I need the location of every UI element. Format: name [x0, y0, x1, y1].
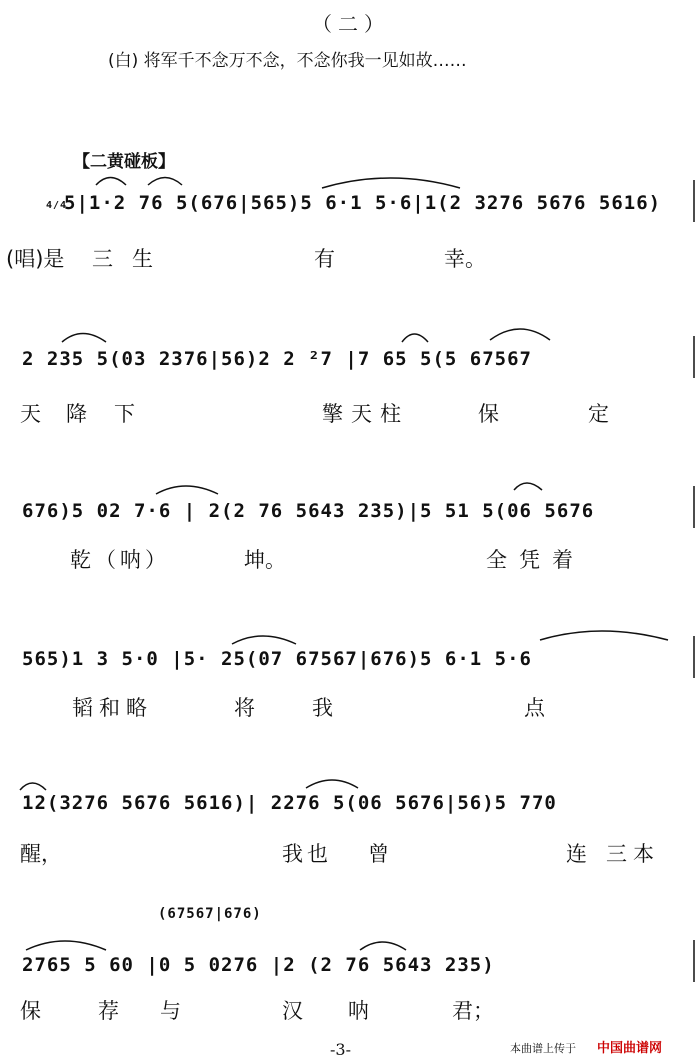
slur	[156, 486, 218, 494]
slur	[540, 631, 668, 640]
site-logo: 中国曲谱网	[597, 1041, 663, 1056]
lyric: 曾	[368, 842, 389, 866]
lyric: 幸。	[444, 247, 486, 271]
lyric: 韬和略	[72, 696, 153, 720]
lyric: 荐	[98, 999, 119, 1023]
notation-line-5: 12(3276 5676 5616)| 2276 5(06 5676|56)5 770	[22, 792, 557, 814]
slur	[514, 483, 542, 490]
lyric: 点	[524, 696, 545, 720]
notation-above-6: (67567|676)	[158, 906, 262, 922]
slur	[232, 636, 296, 644]
slur	[322, 178, 460, 188]
lyric: 乾（呐）	[70, 548, 170, 572]
slur	[360, 942, 406, 950]
lyric: (唱)是	[6, 247, 65, 271]
upload-credit: 本曲谱上传于	[510, 1042, 576, 1055]
lyric: 下	[114, 402, 135, 426]
spoken-line: (白) 将军千不念万不念，不念你我一见如故……	[108, 51, 467, 71]
lyric: 呐	[348, 999, 369, 1023]
lyric: 我	[312, 696, 333, 720]
lyric: 君；	[452, 999, 494, 1023]
lyric: 全凭着	[486, 548, 585, 572]
time-signature: 4/4	[46, 200, 68, 211]
page-number: -3-	[330, 1040, 351, 1059]
lyric: 三本	[606, 842, 660, 866]
slur	[306, 780, 358, 788]
lyric: 与	[160, 999, 181, 1023]
slur	[62, 334, 106, 343]
lyric: 有	[314, 247, 335, 271]
slur	[148, 178, 182, 186]
slur	[402, 334, 428, 342]
lyric: 生	[132, 247, 153, 271]
lyric: 天	[20, 402, 41, 426]
section-title: （二）	[312, 12, 390, 36]
lyric: 醒，	[20, 842, 62, 866]
lyric: 三	[92, 247, 113, 271]
notation-line-6: 2765 5 60 |0 5 0276 |2 (2 76 5643 235)	[22, 954, 495, 976]
lyric: 保	[478, 402, 499, 426]
slur	[96, 178, 126, 186]
notation-line-3: 676)5 02 7·6 | 2(2 76 5643 235)|5 51 5(06 5676	[22, 500, 595, 522]
slur	[26, 941, 106, 950]
slur	[20, 783, 46, 790]
lyric: 定	[588, 402, 609, 426]
lyric: 连	[566, 842, 587, 866]
banshi-label: 【二黄碰板】	[73, 152, 175, 172]
lyric: 我也	[282, 842, 332, 866]
lyric: 保	[20, 999, 41, 1023]
notation-text: 5|1·2 76 5(676|565)5 6·1 5·6|1(2 3276 5676 5616)	[64, 192, 662, 214]
slur	[490, 329, 550, 340]
notation-line-2: 2 235 5(03 2376|56)2 2 ²7 |7 65 5(5 67567	[22, 348, 532, 370]
lyric: 擎天柱	[322, 402, 409, 426]
lyric: 降	[66, 402, 87, 426]
notation-line-4: 565)1 3 5·0 |5· 25(07 67567|676)5 6·1 5·6	[22, 648, 532, 670]
lyric: 将	[234, 696, 255, 720]
lyric: 汉	[282, 999, 303, 1023]
lyric: 坤。	[244, 548, 286, 572]
